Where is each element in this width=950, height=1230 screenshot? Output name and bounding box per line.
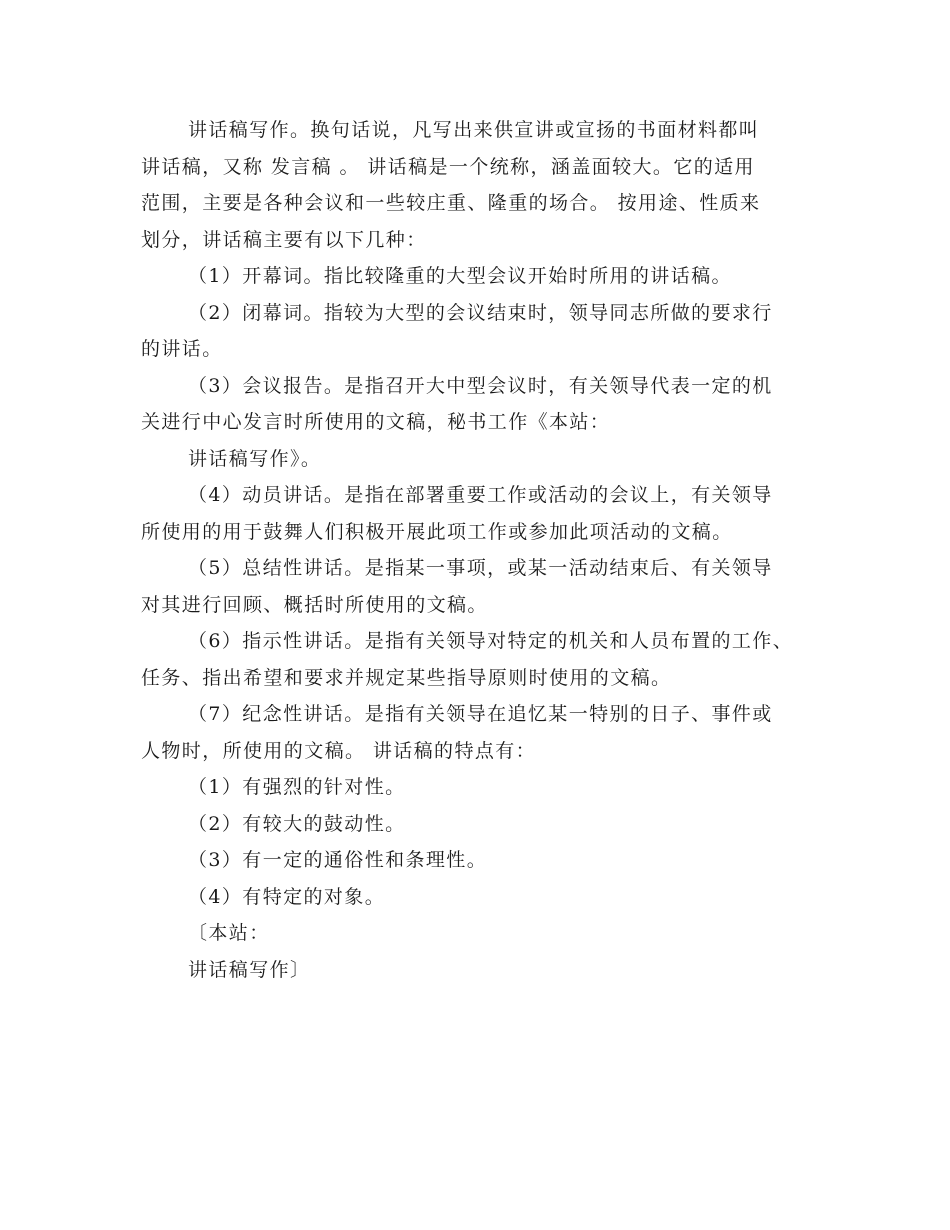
text-line: （1）有强烈的针对性。 [188,776,406,798]
text-line: （2）闭幕词。指较为大型的会议结束时，领导同志所做的要求行 [188,301,773,324]
text-line: 划分，讲话稿主要有以下几种： [141,228,427,251]
text-line: （4）有特定的对象。 [188,885,386,908]
text-line: （2）有较大的鼓动性。 [188,812,406,835]
text-line: 关进行中心发言时所使用的文稿，秘书工作《本站： [141,411,611,433]
text-line: （3）有一定的通俗性和条理性。 [188,849,488,871]
text-line: 任务、指出希望和要求并规定某些指导原则时使用的文稿。 [141,666,672,689]
text-line: （5）总结性讲话。是指某一事项，或某一活动结束后、有关领导 [188,557,773,579]
text-line: 所使用的用于鼓舞人们积极开展此项工作或参加此项活动的文稿。 [141,520,733,543]
text-line: 讲话稿写作》。 [188,447,322,470]
text-line: 〔本站： [188,922,270,944]
text-line: （6）指示性讲话。是指有关领导对特定的机关和人员布置的工作、 [188,630,794,652]
text-line: 讲话稿，又称 发言稿 。 讲话稿是一个统称，涵盖面较大。它的适用 [141,155,755,178]
text-line: 人物时，所使用的文稿。 讲话稿的特点有： [141,739,537,762]
document-body [141,112,821,988]
text-line: （1）开幕词。指比较隆重的大型会议开始时所用的讲话稿。 [188,265,732,287]
text-line: （3）会议报告。是指召开大中型会议时，有关领导代表一定的机 [188,374,773,397]
text-line: （4）动员讲话。是指在部署重要工作或活动的会议上，有关领导 [188,484,773,506]
text-line: 范围，主要是各种会议和一些较庄重、隆重的场合。 按用途、性质来 [141,192,761,214]
text-line: 讲话稿写作。换句话说，凡写出来供宣讲或宣扬的书面材料都叫 [188,119,760,141]
text-line: 对其进行回顾、概括时所使用的文稿。 [141,593,488,616]
text-line: （7）纪念性讲话。是指有关领导在追忆某一特别的日子、事件或 [188,703,773,725]
text-line: 讲话稿写作〕 [188,958,311,981]
text-line: 的讲话。 [141,338,223,360]
